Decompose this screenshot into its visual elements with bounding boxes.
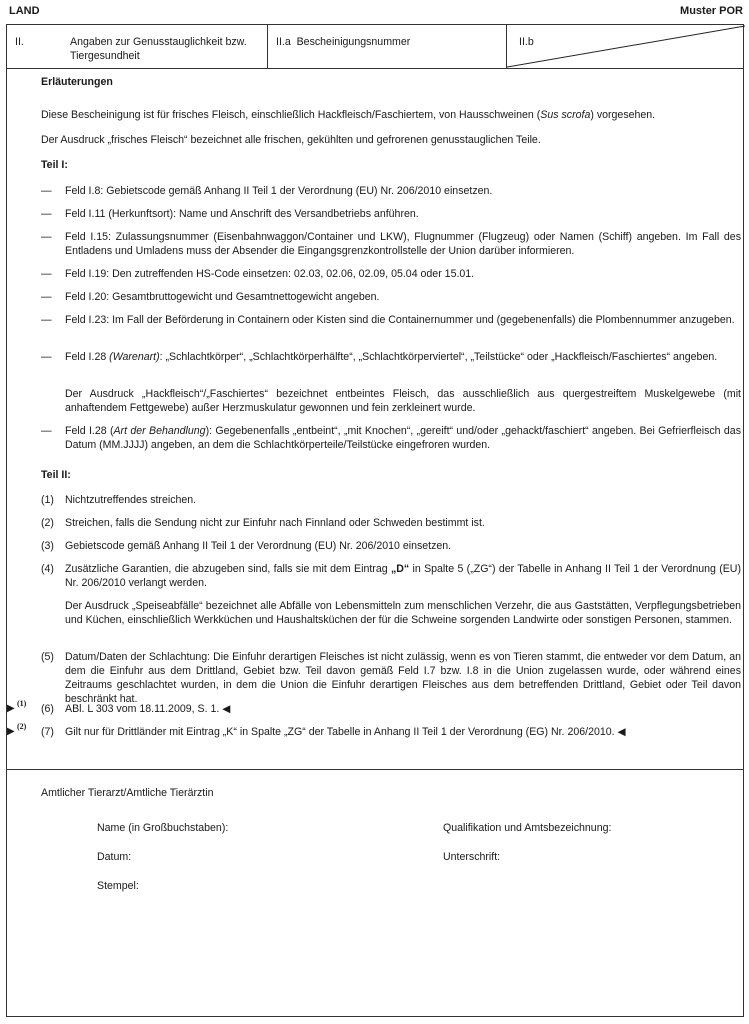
explanations-title: Erläuterungen [41,76,113,88]
date-field-label: Datum: [97,851,132,863]
part1-title: Teil I: [41,159,68,171]
amendment-arrow-icon: ▶ [7,703,15,714]
subref-label: II.b [519,36,534,48]
intro-paragraph-2: Der Ausdruck „frisches Fleisch“ bezeichnet alle frischen, gekühlten und gefrorenen genusstauglichen Teile. [41,134,541,146]
signature-heading: Amtlicher Tierarzt/Amtliche Tierärztin [41,787,214,799]
part2-subnote: Der Ausdruck „Speiseabfälle“ bezeichnet alle Abfälle von Lebensmitteln zum menschlichen Verzehr, die aus Gaststätten, Verpflegungsbetrieben und Küchen, einschließlich Werkküchen und Haushaltsküchen der für die Schweine sorgenden Landwirte oder sonstigen Personen, stammen. [65,600,741,626]
section-title: Angaben zur Genusstauglichkeit bzw. Tiergesundheit [70,36,247,62]
intro-paragraph-1: Diese Bescheinigung ist für frisches Fleisch, einschließlich Hackfleisch/Faschiertem, von Hausschweinen (Sus scrofa) vorgesehen. [41,109,656,121]
section-divider [7,769,743,770]
certificate-ref-cell [268,25,507,68]
header-row [7,25,743,69]
subref-cell [507,25,743,68]
model-label: Muster POR [680,5,743,17]
part1-subnote: Der Ausdruck „Hackfleisch“/„Faschiertes“ bezeichnet entbeintes Fleisch, das ausschließlich aus quergestreiftem Muskelgewebe (mit anhaftendem Fettgewebe) außer Herzmuskulatur gewonnen und fein zerkleinert wurde. [65,388,741,414]
diagonal-strike-icon [507,25,745,68]
amendment-arrow-icon: ▶ [7,726,15,737]
signature-field-label: Unterschrift: [443,851,501,863]
country-label: LAND [9,5,40,17]
qualification-field-label: Qualifikation und Amtsbezeichnung: [443,822,612,834]
certificate-frame: II. Angaben zur Genusstauglichkeit bzw. Tiergesundheit II.a Bescheinigungsnummer II.b Erläuterungen Diese Bescheinigung ist für frisches Fleisch, einschließlich Hackfleisch/Faschiertem, von Hausschweinen (Sus scrofa) vorgesehen. Der Ausdruck „frisches Fleisch“ bezeichnet alle frischen, gekühlten und gefrorenen genusstauglichen Teile. Teil I: — Feld I.8: Gebietscode gemäß Anhang II Teil 1 der Verordnung (EU) Nr. 206/2010 einsetzen. — Feld I.11 (Herkunftsort): Name und Anschrift des Versandbetriebs anführen. — Feld I.15: Zulassungsnummer (Eisenbahnwaggon/Container und LKW), Flugnummer (Flugzeug) oder Namen (Schiff) angeben. Im Fall des Entladens und Umladens muss der Absender die Eingangsgrenzkontrollstelle der Union darüber informieren. — Feld I.19: Den zutreffenden HS-Code einsetzen: 02.03, 02.06, 02.09, 05.04 oder 15.01. — Feld I.20: Gesamtbruttogewicht und Gesamtnettogewicht angeben. — Feld I.23: Im Fall der Beförderung in Containern oder Kisten sind die Containernummer und (gegebenenfalls) die Plombennummer anzugeben. — Feld I.28 (Warenart): „Schlachtkörper“, „Schlachtkörperhälfte“, „Schlachtkörperviertel“, „Teilstücke“ oder „Hackfleisch/Faschiertes“ angeben. Der Ausdruck „Hackfleisch“/„Faschiertes“ bezeichnet entbeintes Fleisch, das ausschließlich aus quergestreiftem Muskelgewebe (mit anhaftendem Fettgewebe) außer Herzmuskulatur gewonnen und fein zerkleinert wurde. — Feld I.28 (Art der Behandlung): Gegebenenfalls „entbeint“, „mit Knochen“, „gereift“ und/oder „gehackt/faschiert“ angeben. Bei Gefrierfleisch das Datum (MM.JJJJ) angeben, an dem die Schlachtkörperteile/Teilstücke eingefroren wurden. Teil II: (1) Nichtzutreffendes streichen. (2) Streichen, falls die Sendung nicht zur Einfuhr nach Finnland oder Schweden bestimmt ist. (3) Gebietscode gemäß Anhang II Teil 1 der Verordnung (EU) Nr. 206/2010 einsetzen. (4) Zusätzliche Garantien, die abzugeben sind, falls sie mit dem Eintrag „D“ in Spalte 5 („ZG“) der Tabelle in Anhang II Teil 1 der Verordnung (EU) Nr. 206/2010 verlangt werden. Der Ausdruck „Speiseabfälle“ bezeichnet alle Abfälle von Lebensmitteln zum menschlichen Verzehr, die aus Gaststätten, Verpflegungsbetrieben und Küchen, einschließlich Werkküchen und Haushaltsküchen der für die Schweine sorgenden Landwirte oder sonstigen Personen, stammen. (5) Datum/Daten der Schlachtung: Die Einfuhr derartigen Fleisches ist nicht zulässig, wenn es von Tieren stammt, die entweder vor dem Datum, an dem die Einfuhr aus dem Drittland, Gebiet bzw. Teil davon gemäß Feld I.7 bzw. I.8 in die Union zugelassen wurde, oder während eines Zeitraums geschlachtet wurden, in dem die Union die Einfuhr derartigen Fleisches aus dem betreffenden Drittland, Gebiet oder Teil davon beschränkt hat. ▶ (1) (6) ABl. L 303 vom 18.11.2009, S. 1. ◀ ▶ (2) (7) Gilt nur für Drittländer mit Eintrag „K“ in Spalte „ZG“ der Tabelle in Anhang II Teil 1 der Verordnung (EG) Nr. 206/2010. ◀ Amtlicher Tierarzt/Amtliche Tierärztin Name (in Großbuchstaben): Qualifikation und Amtsbezeichnung: Datum: Unterschrift: Stempel: [6,24,744,1017]
certificate-ref-label: II.a Bescheinigungsnummer [276,36,411,48]
part2-title: Teil II: [41,469,71,481]
stamp-field-label: Stempel: [97,880,139,892]
section-cell [7,25,268,68]
section-number: II. [15,36,24,48]
name-field-label: Name (in Großbuchstaben): [97,822,229,834]
